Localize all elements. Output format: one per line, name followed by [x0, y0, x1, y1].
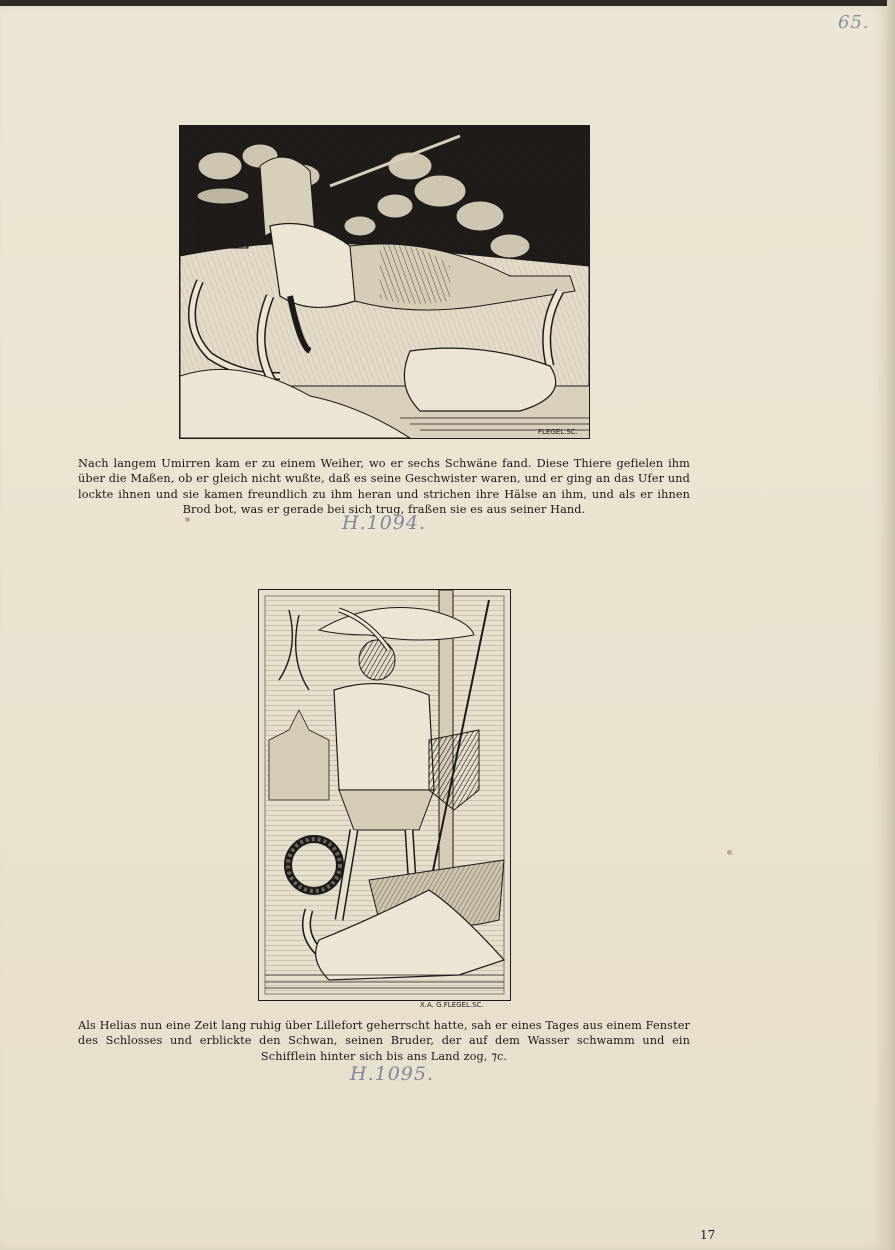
engraving-illustration [180, 126, 589, 438]
engraving-youth-with-swans [179, 125, 590, 439]
engraving-illustration [259, 590, 510, 1000]
catalog-number-plate-1: H.1094. [342, 512, 427, 534]
caption-plate-2: Als Helias nun eine Zeit lang ruhig über Lillefort geherrscht hatte, sah er eines Tages aus einem Fenster des Schlosses und erblickte den Schwan, seinen Bruder, der auf dem Wasser schwamm und ein Schifflein hinter sich bis ans Land zog, ⁊c. [78, 1019, 690, 1063]
catalog-number-plate-2: H.1095. [350, 1063, 435, 1085]
page-number: 17 [700, 1228, 716, 1242]
engraver-signature: X.A. G.FLEGEL.SC. [420, 1001, 484, 1009]
page-edge [887, 0, 895, 1250]
paper-spot [185, 517, 190, 522]
engraver-signature: FLEGEL.SC. [538, 428, 578, 436]
caption-plate-1: Nach langem Umirren kam er zu einem Weiher, wo er sechs Schwäne fand. Diese Thiere gefielen ihm über die Maßen, ob er gleich nicht wußte, daß es seine Geschwister waren, und er ging an das Ufer und lockte ihnen und sie kamen freundlich zu ihm heran und strichen ihre Hälse an ihm, und als er ihnen Brod bot, was er gerade bei sich trug, fraßen sie es aus seiner Hand. [78, 457, 690, 517]
paper-spot [727, 850, 732, 855]
pencil-page-note: 65. [838, 12, 870, 33]
engraving-helias-with-swan [258, 589, 511, 1001]
